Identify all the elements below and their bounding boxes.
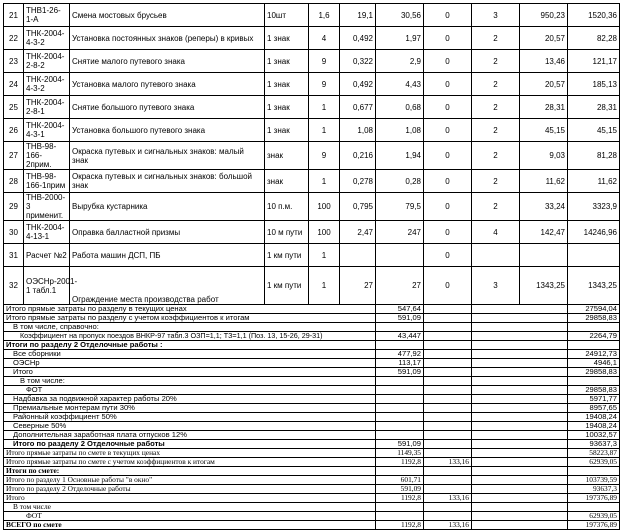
row-total: 247 (376, 221, 424, 244)
row-sum1: 11,62 (520, 170, 568, 193)
summary-value-2 (424, 503, 472, 512)
summary-value: 591,09 (376, 368, 424, 377)
row-sum2: 3323,9 (568, 193, 620, 221)
summary-total: 62939,05 (568, 512, 620, 521)
row-name: Установка большого путевого знака (70, 119, 265, 142)
row-total: 27 (376, 267, 424, 305)
row-price: 0,795 (340, 193, 376, 221)
summary-value-2 (424, 386, 472, 395)
row-sum1: 950,23 (520, 4, 568, 27)
summary-total: 197376,89 (568, 521, 620, 530)
summary-total: 29858,83 (568, 314, 620, 323)
row-col1: 0 (424, 96, 472, 119)
row-sum1 (520, 244, 568, 267)
table-row (4, 244, 620, 267)
row-name: Вырубка кустарника (70, 193, 265, 221)
row-unit: знак (265, 170, 309, 193)
summary-total: 4946,1 (568, 359, 620, 368)
summary-total: 93637,3 (568, 485, 620, 494)
table-row (4, 170, 620, 193)
summary-value (376, 503, 424, 512)
row-number: 30 (4, 221, 24, 244)
row-code: ТНВ-98-166-1прим (24, 170, 70, 193)
table-row (4, 96, 620, 119)
row-name: Ограждение места производства работ (70, 267, 265, 305)
row-sum2: 28,31 (568, 96, 620, 119)
summary-total: 58223,87 (568, 449, 620, 458)
row-price: 0,492 (340, 73, 376, 96)
row-qty: 1,6 (309, 4, 340, 27)
row-qty: 9 (309, 73, 340, 96)
row-sum2: 45,15 (568, 119, 620, 142)
row-sum1: 20,57 (520, 73, 568, 96)
row-col1: 0 (424, 73, 472, 96)
summary-label: ФОТ (4, 512, 376, 521)
row-total: 1,97 (376, 27, 424, 50)
row-sum2: 121,17 (568, 50, 620, 73)
summary-label: В том числе (4, 503, 376, 512)
summary-row (4, 512, 620, 521)
row-price: 0,278 (340, 170, 376, 193)
row-col2: 2 (472, 170, 520, 193)
row-price (340, 244, 376, 267)
row-unit: 1 знак (265, 50, 309, 73)
row-qty: 1 (309, 244, 340, 267)
row-col1: 0 (424, 244, 472, 267)
summary-label: ВСЕГО по смете (4, 521, 376, 530)
row-sum2: 185,13 (568, 73, 620, 96)
row-code: ТНК-2004-4-13-1 (24, 221, 70, 244)
table-row (4, 221, 620, 244)
summary-total: 19408,24 (568, 422, 620, 431)
row-col1: 0 (424, 142, 472, 170)
summary-label: Надбавка за подвижной характер работы 20% (4, 395, 376, 404)
summary-label: Итого (4, 494, 376, 503)
row-code: ТНК-2004-2-8-2 (24, 50, 70, 73)
row-col2: 2 (472, 142, 520, 170)
summary-total: 62939,05 (568, 458, 620, 467)
row-col2: 3 (472, 267, 520, 305)
summary-label: Все сборники (4, 350, 376, 359)
summary-value-2 (424, 359, 472, 368)
summary-value-2: 133,16 (424, 494, 472, 503)
row-unit: 10 п.м. (265, 193, 309, 221)
summary-label: Итого прямые затраты по разделу в текущих ценах (4, 305, 376, 314)
row-number: 29 (4, 193, 24, 221)
row-qty: 1 (309, 170, 340, 193)
row-total: 0,68 (376, 96, 424, 119)
row-price: 1,08 (340, 119, 376, 142)
row-col2: 2 (472, 193, 520, 221)
summary-row (4, 494, 620, 503)
summary-total: 19408,24 (568, 413, 620, 422)
row-col1: 0 (424, 27, 472, 50)
row-col2 (472, 244, 520, 267)
section-totals (4, 305, 620, 449)
summary-total: 29858,83 (568, 386, 620, 395)
row-price: 27 (340, 267, 376, 305)
summary-value-2 (424, 431, 472, 440)
row-unit: 10 м пути (265, 221, 309, 244)
row-number: 23 (4, 50, 24, 73)
row-sum1: 13,46 (520, 50, 568, 73)
summary-total: 29858,83 (568, 368, 620, 377)
row-number: 28 (4, 170, 24, 193)
summary-value: 1192,8 (376, 494, 424, 503)
row-name: Оправка балластной призмы (70, 221, 265, 244)
row-qty: 9 (309, 50, 340, 73)
summary-label: Районный коэффициент 50% (4, 413, 376, 422)
summary-row (4, 521, 620, 530)
row-col2: 2 (472, 50, 520, 73)
summary-total: 24912,73 (568, 350, 620, 359)
row-number: 31 (4, 244, 24, 267)
row-code: ТНВ1-26-1-А (24, 4, 70, 27)
row-price: 0,677 (340, 96, 376, 119)
row-unit: 1 знак (265, 119, 309, 142)
summary-label: Премиальные монтерам пути 30% (4, 404, 376, 413)
row-number: 32 (4, 267, 24, 305)
row-col1: 0 (424, 170, 472, 193)
summary-value-2 (424, 395, 472, 404)
row-col2: 2 (472, 27, 520, 50)
summary-label: Итого по разделу 1 Основные работы "в окно" (4, 476, 376, 485)
summary-label: Итого (4, 368, 376, 377)
summary-row (4, 413, 620, 422)
summary-value: 43,447 (376, 332, 424, 341)
row-total (376, 244, 424, 267)
row-price: 0,322 (340, 50, 376, 73)
row-price: 2,47 (340, 221, 376, 244)
row-total: 1,94 (376, 142, 424, 170)
summary-label: ОЭСНр (4, 359, 376, 368)
summary-value-2 (424, 440, 472, 449)
table-row (4, 50, 620, 73)
summary-value: 113,17 (376, 359, 424, 368)
row-name: Снятие малого путевого знака (70, 50, 265, 73)
summary-total: 5971,77 (568, 395, 620, 404)
estimate-table (3, 3, 620, 530)
row-col1: 0 (424, 193, 472, 221)
estimate-totals (4, 449, 620, 530)
summary-value-2 (424, 305, 472, 314)
summary-value (376, 395, 424, 404)
row-name: Смена мостовых брусьев (70, 4, 265, 27)
table-row (4, 193, 620, 221)
row-name: Установка малого путевого знака (70, 73, 265, 96)
summary-row (4, 368, 620, 377)
summary-value-2 (424, 476, 472, 485)
summary-value: 1192,8 (376, 521, 424, 530)
row-code: ТНВ-2000-3 применит. (24, 193, 70, 221)
row-code: ТНК-2004-4-3-2 (24, 73, 70, 96)
summary-value (376, 404, 424, 413)
row-qty: 1 (309, 267, 340, 305)
summary-row (4, 341, 620, 350)
summary-label: Северные 50% (4, 422, 376, 431)
row-total: 1,08 (376, 119, 424, 142)
summary-value: 1149,35 (376, 449, 424, 458)
summary-total: 10032,57 (568, 431, 620, 440)
row-unit: 1 знак (265, 96, 309, 119)
row-sum2: 1520,36 (568, 4, 620, 27)
summary-label: ФОТ (4, 386, 376, 395)
summary-label: Итоги по разделу 2 Отделочные работы : (4, 341, 376, 350)
summary-value-2 (424, 377, 472, 386)
row-qty: 100 (309, 193, 340, 221)
row-unit: 1 знак (265, 27, 309, 50)
row-sum1: 45,15 (520, 119, 568, 142)
row-code: ОЭСНр-2001-1 табл.1 (24, 267, 70, 305)
row-number: 27 (4, 142, 24, 170)
row-col2: 2 (472, 96, 520, 119)
row-total: 30,56 (376, 4, 424, 27)
estimate-items (4, 4, 620, 305)
row-sum2: 82,28 (568, 27, 620, 50)
summary-value-2 (424, 368, 472, 377)
row-qty: 4 (309, 27, 340, 50)
row-sum2: 14246,96 (568, 221, 620, 244)
row-total: 0,28 (376, 170, 424, 193)
row-sum1: 9,03 (520, 142, 568, 170)
summary-value-2: 133,16 (424, 458, 472, 467)
row-unit: 1 знак (265, 73, 309, 96)
row-sum2: 1343,25 (568, 267, 620, 305)
summary-value-2 (424, 422, 472, 431)
row-sum1: 28,31 (520, 96, 568, 119)
row-total: 4,43 (376, 73, 424, 96)
row-col1: 0 (424, 267, 472, 305)
row-unit: 1 км пути (265, 244, 309, 267)
row-sum2 (568, 244, 620, 267)
row-col2: 3 (472, 4, 520, 27)
row-col2: 2 (472, 73, 520, 96)
row-sum1: 1343,25 (520, 267, 568, 305)
summary-value (376, 413, 424, 422)
summary-label: Итого по разделу 2 Отделочные работы (4, 485, 376, 494)
row-number: 25 (4, 96, 24, 119)
summary-label: Коэффициент на пропуск поездов ВНКР-97 табл.3 ОЗП=1,1; ТЗ=1,1 (Поз. 13, 15-26, 29-31) (4, 332, 376, 341)
table-row (4, 4, 620, 27)
row-price: 0,492 (340, 27, 376, 50)
row-name: Окраска путевых и сигнальных знаков: большой знак (70, 170, 265, 193)
row-col1: 0 (424, 119, 472, 142)
row-code: ТНК-2004-4-3-1 (24, 119, 70, 142)
summary-row (4, 485, 620, 494)
summary-label: Итого прямые затраты по смете с учетом коэффициентов к итогам (4, 458, 376, 467)
summary-value: 547,64 (376, 305, 424, 314)
summary-row (4, 458, 620, 467)
row-qty: 9 (309, 142, 340, 170)
row-code: ТНВ-98-166-2прим. (24, 142, 70, 170)
summary-value (376, 386, 424, 395)
summary-value: 591,09 (376, 314, 424, 323)
table-row (4, 119, 620, 142)
summary-value (376, 377, 424, 386)
summary-label: Итого прямые затраты по смете в текущих ценах (4, 449, 376, 458)
row-code: ТНК-2004-2-8-1 (24, 96, 70, 119)
summary-row (4, 377, 620, 386)
summary-label: В том числе: (4, 377, 376, 386)
summary-value: 591,09 (376, 440, 424, 449)
summary-value-2 (424, 413, 472, 422)
summary-value-2 (424, 323, 472, 332)
row-qty: 1 (309, 119, 340, 142)
row-sum1: 20,57 (520, 27, 568, 50)
summary-value (376, 422, 424, 431)
summary-label: В том числе, справочно: (4, 323, 376, 332)
row-sum2: 81,28 (568, 142, 620, 170)
summary-label: Итоги по смете: (4, 467, 376, 476)
table-row (4, 73, 620, 96)
summary-value-2 (424, 332, 472, 341)
row-col1: 0 (424, 50, 472, 73)
summary-total: 27594,04 (568, 305, 620, 314)
row-name: Работа машин ДСП, ПБ (70, 244, 265, 267)
row-col2: 4 (472, 221, 520, 244)
row-unit: знак (265, 142, 309, 170)
summary-total: 197376,89 (568, 494, 620, 503)
row-col1: 0 (424, 4, 472, 27)
row-col2: 2 (472, 119, 520, 142)
row-name: Окраска путевых и сигнальных знаков: малый знак (70, 142, 265, 170)
row-sum1: 142,47 (520, 221, 568, 244)
summary-value-2 (424, 350, 472, 359)
summary-value: 591,09 (376, 485, 424, 494)
row-number: 26 (4, 119, 24, 142)
table-row (4, 267, 620, 305)
row-sum1: 33,24 (520, 193, 568, 221)
row-total: 2,9 (376, 50, 424, 73)
summary-label: Итого по разделу 2 Отделочные работы (4, 440, 376, 449)
summary-label: Дополнительная заработная плата отпусков 12% (4, 431, 376, 440)
row-price: 19,1 (340, 4, 376, 27)
row-sum2: 11,62 (568, 170, 620, 193)
row-total: 79,5 (376, 193, 424, 221)
summary-row (4, 350, 620, 359)
summary-row (4, 359, 620, 368)
table-row (4, 27, 620, 50)
summary-row (4, 503, 620, 512)
summary-total: 8957,65 (568, 404, 620, 413)
summary-total: 103739,59 (568, 476, 620, 485)
row-col1: 0 (424, 221, 472, 244)
row-code: Расчет №2 (24, 244, 70, 267)
row-code: ТНК-2004-4-3-2 (24, 27, 70, 50)
summary-value-2 (424, 341, 472, 350)
table-row (4, 142, 620, 170)
summary-total: 93637,3 (568, 440, 620, 449)
row-number: 24 (4, 73, 24, 96)
row-name: Снятие большого путевого знака (70, 96, 265, 119)
summary-value-2: 133,16 (424, 521, 472, 530)
row-price: 0,216 (340, 142, 376, 170)
row-number: 22 (4, 27, 24, 50)
row-unit: 1 км пути (265, 267, 309, 305)
summary-total: 2264,79 (568, 332, 620, 341)
row-name: Установка постоянных знаков (реперы) в кривых (70, 27, 265, 50)
summary-value: 601,71 (376, 476, 424, 485)
summary-value: 477,92 (376, 350, 424, 359)
summary-value-2 (424, 467, 472, 476)
summary-value-2 (424, 404, 472, 413)
summary-value-2 (424, 314, 472, 323)
row-qty: 100 (309, 221, 340, 244)
row-number: 21 (4, 4, 24, 27)
row-qty: 1 (309, 96, 340, 119)
summary-label: Итого прямые затраты по разделу с учетом коэффициентов к итогам (4, 314, 376, 323)
row-unit: 10шт (265, 4, 309, 27)
summary-value: 1192,8 (376, 458, 424, 467)
